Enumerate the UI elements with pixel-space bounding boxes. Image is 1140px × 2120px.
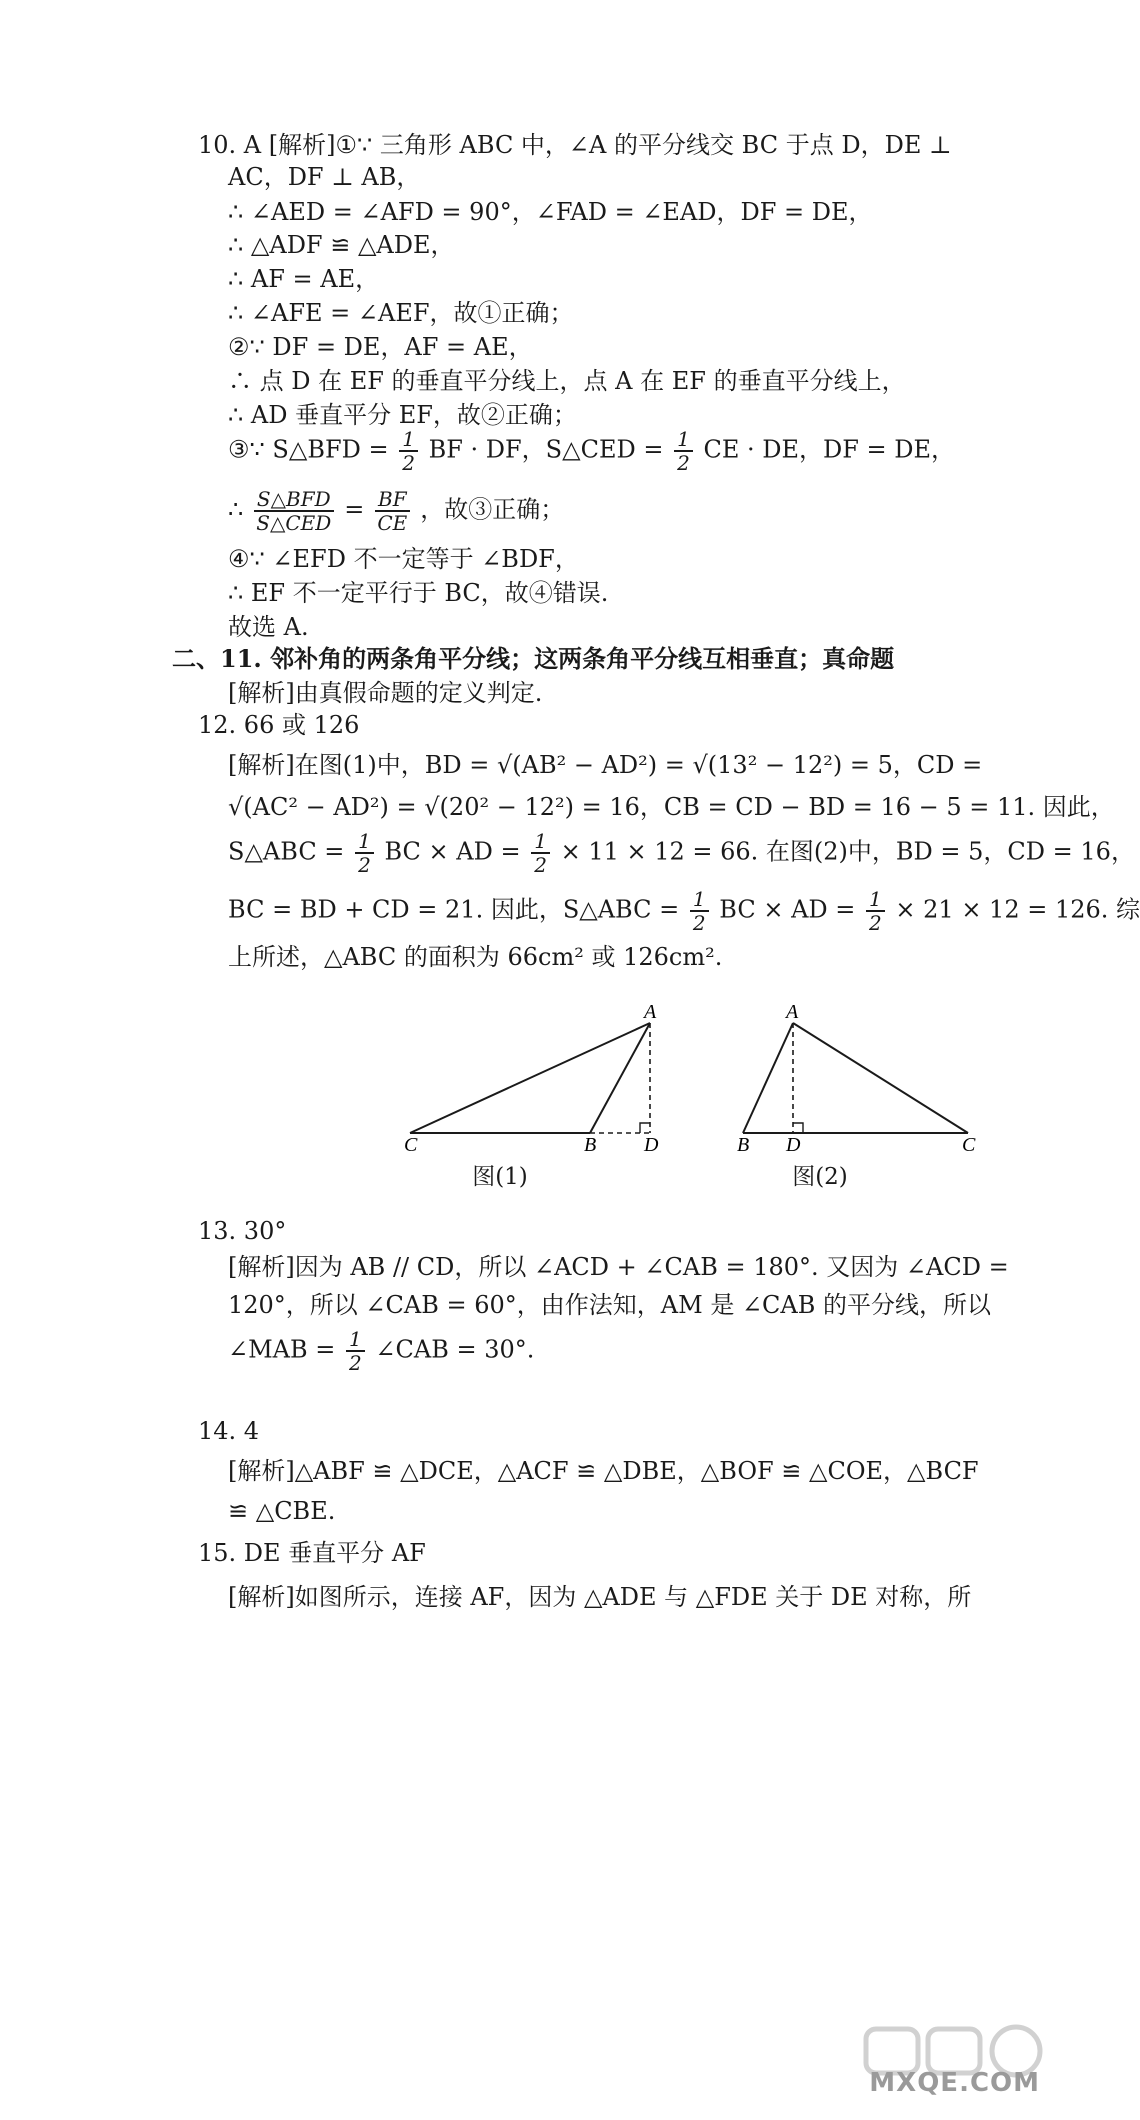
- q15-line-2: [解析]如图所示，连接 AF，因为 △ADE 与 △FDE 关于 DE 对称，所: [228, 1583, 972, 1611]
- q13-line-3: 120°，所以 ∠CAB = 60°，由作法知，AM 是 ∠CAB 的平分线，所以: [228, 1291, 992, 1319]
- fig1-caption: 图(1): [472, 1164, 528, 1190]
- q14-line-1: 14. 4: [198, 1417, 260, 1445]
- q13-line-4: [228, 1328, 534, 1374]
- q10-line-7: ②∵ DF = DE，AF = AE，: [228, 333, 533, 361]
- q12-line-2: [解析]在图(1)中，BD = √(AB² − AD²) = √(13² − 12²) = 5，CD =: [228, 751, 983, 779]
- q10-line-8: ∴ 点 D 在 EF 的垂直平分线上，点 A 在 EF 的垂直平分线上，: [228, 367, 906, 395]
- q10-line-10: [228, 428, 955, 474]
- q10-line-5: ∴ AF = AE，: [228, 265, 380, 293]
- triangle-figure-1: [400, 1001, 690, 1156]
- half-fraction: $\frac{1}{2}$: [531, 830, 550, 876]
- fig2-label-c: C: [962, 1134, 976, 1156]
- q12-line-5-c: × 21 × 12 = 126. 综: [895, 895, 1140, 924]
- q12-line-5-b: BC × AD =: [719, 895, 856, 924]
- q10-line-10-b: BF · DF，S△CED =: [428, 435, 664, 464]
- q13-line-4-a: ∠MAB =: [228, 1335, 336, 1364]
- q12-line-6: 上所述，△ABC 的面积为 66cm² 或 126cm².: [228, 943, 723, 971]
- q10-line-6: ∴ ∠AFE = ∠AEF，故①正确；: [228, 299, 574, 327]
- q10-line-9: ∴ AD 垂直平分 EF，故②正确；: [228, 401, 577, 429]
- q12-line-4-a: S△ABC =: [228, 837, 345, 866]
- half-fraction: $\frac{1}{2}$: [399, 428, 418, 474]
- q10-line-13: ∴ EF 不一定平行于 BC，故④错误.: [228, 579, 609, 607]
- half-fraction: $\frac{1}{2}$: [866, 888, 885, 934]
- fig1-label-a: A: [644, 1001, 657, 1023]
- q10-line-2: AC，DF ⊥ AB，: [228, 163, 421, 191]
- q10-line-10-c: CE · DE，DF = DE，: [703, 435, 956, 464]
- q11-line-2: [解析]由真假命题的定义判定.: [228, 679, 543, 707]
- q12-line-4: [228, 830, 1135, 876]
- q11-line-1: 二、11. 邻补角的两条角平分线；这两条角平分线互相垂直；真命题: [172, 644, 895, 673]
- q12-line-3: √(AC² − AD²) = √(20² − 12²) = 16，CB = CD − BD = 16 − 5 = 11. 因此，: [228, 793, 1115, 821]
- q14-line-3: ≌ △CBE.: [228, 1497, 336, 1525]
- fig1-label-d: D: [644, 1134, 659, 1156]
- fig1-label-b: B: [584, 1134, 597, 1156]
- q10-line-12: ④∵ ∠EFD 不一定等于 ∠BDF，: [228, 545, 579, 573]
- q13-line-1: 13. 30°: [198, 1217, 287, 1245]
- fig2-label-d: D: [786, 1134, 801, 1156]
- fig2-side-ab: [743, 1023, 793, 1133]
- q10-line-11: [228, 488, 564, 534]
- area-ratio-fraction: $\frac{\text{S△BFD}}{\text{S△CED}}$: [254, 488, 334, 534]
- q10-line-1: 10. A [解析]①∵ 三角形 ABC 中，∠A 的平分线交 BC 于点 D，DE ⊥: [198, 131, 952, 159]
- q10-line-3: ∴ ∠AED = ∠AFD = 90°，∠FAD = ∠EAD，DF = DE，: [228, 198, 873, 226]
- q10-line-10-a: ③∵ S△BFD =: [228, 435, 389, 464]
- fig1-side-ab: [590, 1023, 650, 1133]
- half-fraction: $\frac{1}{2}$: [346, 1328, 365, 1374]
- q10-line-4: ∴ △ADF ≌ △ADE，: [228, 231, 455, 259]
- q13-line-2: [解析]因为 AB // CD，所以 ∠ACD + ∠CAB = 180°. 又因为 ∠ACD =: [228, 1253, 1009, 1281]
- watermark-text: MXQE.COM: [869, 2068, 1040, 2098]
- q14-line-2: [解析]△ABF ≌ △DCE，△ACF ≌ △DBE，△BOF ≌ △COE，△BCF: [228, 1457, 979, 1485]
- q10-line-14: 故选 A.: [228, 613, 309, 641]
- fig1-right-angle-mark: [640, 1123, 650, 1133]
- side-ratio-fraction: $\frac{BF}{CE}$: [375, 488, 410, 534]
- half-fraction: $\frac{1}{2}$: [355, 830, 374, 876]
- triangle-figure-2: [728, 1001, 998, 1156]
- therefore-symbol: ∴: [228, 495, 244, 524]
- q10-line-11-tail: ，故③正确；: [420, 495, 565, 524]
- fig1-side-ac: [410, 1023, 650, 1133]
- fig2-label-b: B: [737, 1134, 750, 1156]
- q12-line-5: [228, 888, 1140, 934]
- q12-line-4-b: BC × AD =: [384, 837, 521, 866]
- q15-line-1: 15. DE 垂直平分 AF: [198, 1539, 426, 1567]
- q12-line-1: 12. 66 或 126: [198, 711, 360, 739]
- q12-line-5-a: BC = BD + CD = 21. 因此，S△ABC =: [228, 895, 680, 924]
- q12-line-4-c: × 11 × 12 = 66. 在图(2)中，BD = 5，CD = 16，: [560, 837, 1135, 866]
- fig2-label-a: A: [786, 1001, 799, 1023]
- fig2-side-ac: [793, 1023, 968, 1133]
- half-fraction: $\frac{1}{2}$: [690, 888, 709, 934]
- fig2-right-angle-mark: [793, 1123, 803, 1133]
- fig1-label-c: C: [404, 1134, 418, 1156]
- equals-sign: =: [344, 495, 365, 524]
- fig2-caption: 图(2): [792, 1164, 848, 1190]
- half-fraction: $\frac{1}{2}$: [674, 428, 693, 474]
- q13-line-4-b: ∠CAB = 30°.: [375, 1335, 535, 1364]
